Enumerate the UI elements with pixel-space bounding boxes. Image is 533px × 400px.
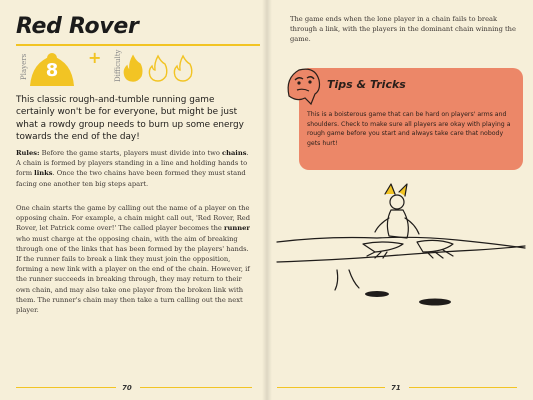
gameplay-text-1: One chain starts the game by calling out the name of a player on the opposing chain. For example, a chain might call out, 'Red Rover, Red Rover, let Patrick come over!' The called player becomes the	[16, 204, 250, 233]
flame-icon-empty	[147, 54, 169, 82]
folio-rule-right-2	[409, 387, 517, 388]
page-number-left: 70	[122, 384, 132, 392]
intro-text: This classic rough-and-tumble running game certainly won't be for everyone, but might be just what a rowdy group needs to burn up some energy towards the end of the day!	[16, 95, 244, 143]
folio-rule-left	[16, 387, 116, 388]
rules-text-1: Before the game starts, players must divide into two	[39, 149, 223, 157]
players-plus: +	[88, 48, 102, 67]
folio-rule-left-2	[277, 387, 385, 388]
gameplay-paragraph	[16, 203, 250, 315]
difficulty-flames	[122, 54, 194, 84]
players-badge	[28, 48, 102, 86]
game-stats	[14, 50, 264, 86]
right-page	[267, 0, 533, 400]
rules-lead: Rules:	[16, 149, 40, 157]
players-label: Players	[20, 53, 28, 80]
title-rule	[16, 44, 260, 46]
players-count: 8	[45, 60, 59, 81]
rules-text-3: . Once the two chains have been formed they must stand facing one another ten big steps apart.	[16, 169, 246, 188]
flame-icon-empty	[172, 54, 194, 82]
left-page	[0, 0, 266, 400]
runner-breaking-chain-illustration	[267, 178, 533, 328]
term-chains: chains	[222, 149, 247, 157]
tips-title: Tips & Tricks	[327, 78, 406, 91]
folio-rule-right	[140, 387, 252, 388]
game-title: Red Rover	[16, 14, 139, 39]
tips-callout	[281, 60, 525, 174]
gameplay-text-2: who must charge at the opposing chain, with the aim of breaking through one of the links that has been formed by the players' hands. If the runner fails to break a link they must join the opposition, forming a new link with a player on the end of the chain. However, if the runner succeeds in breaking through, they may return to their own chain, and may also take one player from the broken link with them. The runner's chain may then take a turn calling out the next player.	[16, 234, 250, 315]
rules-text-2: . A chain is formed by players standing in a line and holding hands to form	[16, 149, 249, 178]
term-runner: runner	[224, 224, 250, 233]
flame-icon-filled	[122, 54, 144, 82]
difficulty-label: Difficulty	[114, 49, 122, 82]
term-links: links	[34, 169, 53, 178]
thinking-face-icon	[281, 60, 325, 112]
tips-text: This is a boisterous game that can be hard on players' arms and shoulders. Check to make sure all players are okay with playing a rough game before you start and always take care that nobody gets hurt!	[307, 111, 511, 147]
page-number-right: 71	[391, 384, 401, 392]
end-paragraph: The game ends when the lone player in a chain fails to break through a link, with the players in the dominant chain winning the game.	[290, 15, 516, 44]
rules-paragraph	[16, 148, 250, 189]
